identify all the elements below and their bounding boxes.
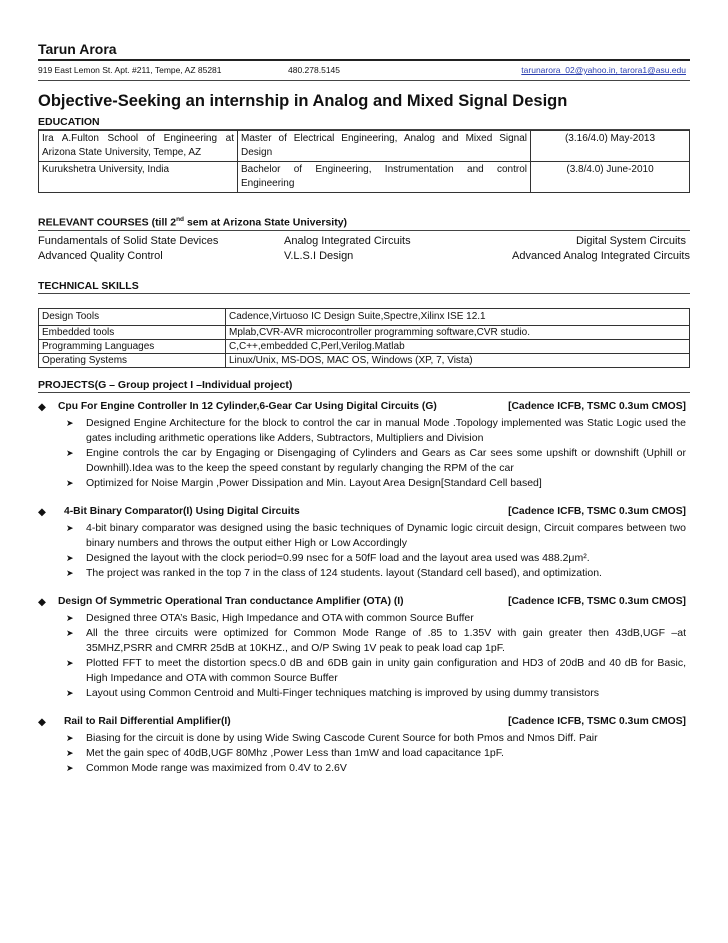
diamond-bullet-icon: ◆ — [38, 506, 46, 518]
project-header — [38, 596, 690, 611]
project-header — [38, 506, 690, 521]
objective: Objective-Seeking an internship in Analog and Mixed Signal Design — [38, 92, 568, 110]
list-item — [38, 551, 690, 566]
list-item — [38, 416, 690, 446]
education-heading: EDUCATION — [38, 116, 100, 128]
project-title: Cpu For Engine Controller In 12 Cylinder,6-Gear Car Using Digital Circuits (G) — [58, 400, 437, 412]
course-item: Fundamentals of Solid State Devices — [38, 234, 219, 247]
education-gpa: (3.8/4.0) June-2010 — [531, 162, 690, 193]
courses-heading-rest: sem at Arizona State University) — [184, 216, 348, 229]
project-bullets — [38, 731, 690, 776]
bullet-text: Plotted FFT to meet the distortion specs.0 dB and 6DB gain in unity gain configuration and HD3 of 20dB and 40 dB for Basic, High Impedance and OTA with common Source Buffer — [86, 656, 686, 684]
education-school: Ira A.Fulton School of Engineering at Arizona State University, Tempe, AZ — [39, 131, 238, 162]
arrow-bullet-icon: ➤ — [66, 567, 74, 578]
education-degree: Master of Electrical Engineering, Analog and Mixed Signal Design — [238, 131, 531, 162]
skill-value: Cadence,Virtuoso IC Design Suite,Spectre,Xilinx ISE 12.1 — [226, 308, 690, 325]
course-item: Advanced Quality Control — [38, 249, 163, 262]
project-title: 4-Bit Binary Comparator(I) Using Digital Circuits — [64, 505, 300, 517]
arrow-bullet-icon: ➤ — [66, 732, 74, 743]
projects-heading: PROJECTS(G – Group project I –Individual project) — [38, 378, 293, 391]
skill-label: Programming Languages — [39, 339, 226, 353]
list-item — [38, 686, 690, 701]
bullet-text: Designed the layout with the clock period=0.99 nsec for a 50fF load and the layout area used was 488.2μm². — [86, 551, 590, 564]
list-item — [38, 731, 690, 746]
education-degree: Bachelor of Engineering, Instrumentation and control Engineering — [238, 162, 531, 193]
list-item — [38, 566, 690, 581]
project-title: Rail to Rail Differential Amplifier(I) — [64, 715, 231, 727]
course-item: Analog Integrated Circuits — [284, 234, 411, 247]
bullet-text: Layout using Common Centroid and Multi-Finger techniques matching is improved by using dummy transistors — [86, 686, 599, 699]
project-title: Design Of Symmetric Operational Tran conductance Amplifier (OTA) (I) — [58, 595, 404, 607]
arrow-bullet-icon: ➤ — [66, 657, 74, 668]
list-item — [38, 611, 690, 626]
list-item — [38, 521, 690, 551]
arrow-bullet-icon: ➤ — [66, 687, 74, 698]
project-header — [38, 401, 690, 416]
skills-heading: TECHNICAL SKILLS — [38, 279, 139, 292]
bullet-text: All the three circuits were optimized for Common Mode Range of .85 to 1.35V with gain greater then 43dB,UGF –at 35MHZ,PSRR and CMRR 25dB at 10KHZ., and O/P Swing 1V peak to peak load cap 1pF. — [86, 626, 686, 654]
arrow-bullet-icon: ➤ — [66, 447, 74, 458]
education-gpa: (3.16/4.0) May-2013 — [531, 131, 690, 162]
bullet-text: Engine controls the car by Engaging or Disengaging of Cylinders and Gears as Car sees some upshift or downshift (Uphill or Downhill).Idea was to the keep the speed constant by regularly changing the RPM of the car — [86, 446, 686, 474]
skills-rule — [38, 293, 690, 294]
header-rule — [38, 59, 690, 61]
course-item: Digital System Circuits — [575, 234, 686, 247]
course-item: V.L.S.I Design — [284, 249, 354, 262]
project-bullets — [38, 611, 690, 701]
skill-label: Embedded tools — [39, 325, 226, 339]
resume-page — [38, 40, 690, 776]
courses-heading-sup: nd — [176, 216, 185, 223]
candidate-name: Tarun Arora — [38, 41, 117, 57]
diamond-bullet-icon: ◆ — [38, 596, 46, 608]
list-item — [38, 626, 690, 656]
skill-row — [39, 325, 690, 339]
contact-line — [38, 65, 690, 80]
project-tools: [Cadence ICFB, TSMC 0.3um CMOS] — [508, 595, 686, 607]
education-table — [38, 130, 690, 193]
skill-value: Mplab,CVR-AVR microcontroller programming software,CVR studio. — [226, 325, 690, 339]
bullet-text: Designed Engine Architecture for the block to control the car in manual Mode .Topology implemented was Static Logic used the gates including arithmetic operations like Adders, Subtractors, Multipliers and Division — [86, 416, 686, 444]
project-bullets — [38, 521, 690, 581]
arrow-bullet-icon: ➤ — [66, 747, 74, 758]
project-bullets — [38, 416, 690, 491]
phone: 480.278.5145 — [288, 65, 340, 75]
courses-grid — [38, 231, 690, 265]
skill-row — [39, 339, 690, 353]
arrow-bullet-icon: ➤ — [66, 762, 74, 773]
diamond-bullet-icon: ◆ — [38, 401, 46, 413]
list-item — [38, 746, 690, 761]
bullet-text: Common Mode range was maximized from 0.4V to 2.6V — [86, 761, 347, 774]
skills-table — [38, 308, 690, 368]
bullet-text: The project was ranked in the top 7 in the class of 124 students. layout (Standard cell based), and optimization. — [86, 566, 602, 579]
bullet-text: Biasing for the circuit is done by using Wide Swing Cascode Curent Source for both Pmos and Nmos Diff. Pair — [86, 731, 598, 744]
list-item — [38, 761, 690, 776]
skill-label: Operating Systems — [39, 353, 226, 367]
course-item: Advanced Analog Integrated Circuits — [512, 249, 690, 262]
courses-heading — [38, 213, 690, 230]
address: 919 East Lemon St. Apt. #211, Tempe, AZ 85281 — [38, 65, 222, 75]
project-header — [38, 716, 690, 731]
education-row — [39, 162, 690, 193]
list-item — [38, 476, 690, 491]
project-tools: [Cadence ICFB, TSMC 0.3um CMOS] — [508, 715, 686, 727]
bullet-text: Met the gain spec of 40dB,UGF 80Mhz ,Power Less than 1mW and load capacitance 1pF. — [86, 746, 504, 759]
bullet-text: 4-bit binary comparator was designed using the basic techniques of Dynamic logic circuit design, Circuit compares between two binary numbers and throws the output either High or Low Accordingly — [86, 521, 686, 549]
bullet-text: Optimized for Noise Margin ,Power Dissipation and Min. Layout Area Design[Standard Cell based] — [86, 476, 542, 489]
skill-row — [39, 353, 690, 367]
contact-rule — [38, 80, 690, 81]
skill-value: C,C++,embedded C,Perl,Verilog.Matlab — [226, 339, 690, 353]
project-tools: [Cadence ICFB, TSMC 0.3um CMOS] — [508, 505, 686, 517]
list-item — [38, 446, 690, 476]
arrow-bullet-icon: ➤ — [66, 612, 74, 623]
email-link[interactable]: tarunarora_02@yahoo.in, tarora1@asu.edu — [521, 65, 686, 75]
bullet-text: Designed three OTA’s Basic, High Impedance and OTA with common Source Buffer — [86, 611, 474, 624]
diamond-bullet-icon: ◆ — [38, 716, 46, 728]
project-tools: [Cadence ICFB, TSMC 0.3um CMOS] — [508, 400, 686, 412]
skill-value: Linux/Unix, MS-DOS, MAC OS, Windows (XP, 7, Vista) — [226, 353, 690, 367]
list-item — [38, 656, 690, 686]
education-school: Kurukshetra University, India — [39, 162, 238, 193]
arrow-bullet-icon: ➤ — [66, 417, 74, 428]
arrow-bullet-icon: ➤ — [66, 477, 74, 488]
arrow-bullet-icon: ➤ — [66, 627, 74, 638]
arrow-bullet-icon: ➤ — [66, 522, 74, 533]
skill-row — [39, 308, 690, 325]
projects-rule — [38, 392, 690, 393]
courses-heading-text: RELEVANT COURSES (till 2 — [38, 216, 177, 229]
skill-label: Design Tools — [39, 308, 226, 325]
education-row — [39, 131, 690, 162]
arrow-bullet-icon: ➤ — [66, 552, 74, 563]
